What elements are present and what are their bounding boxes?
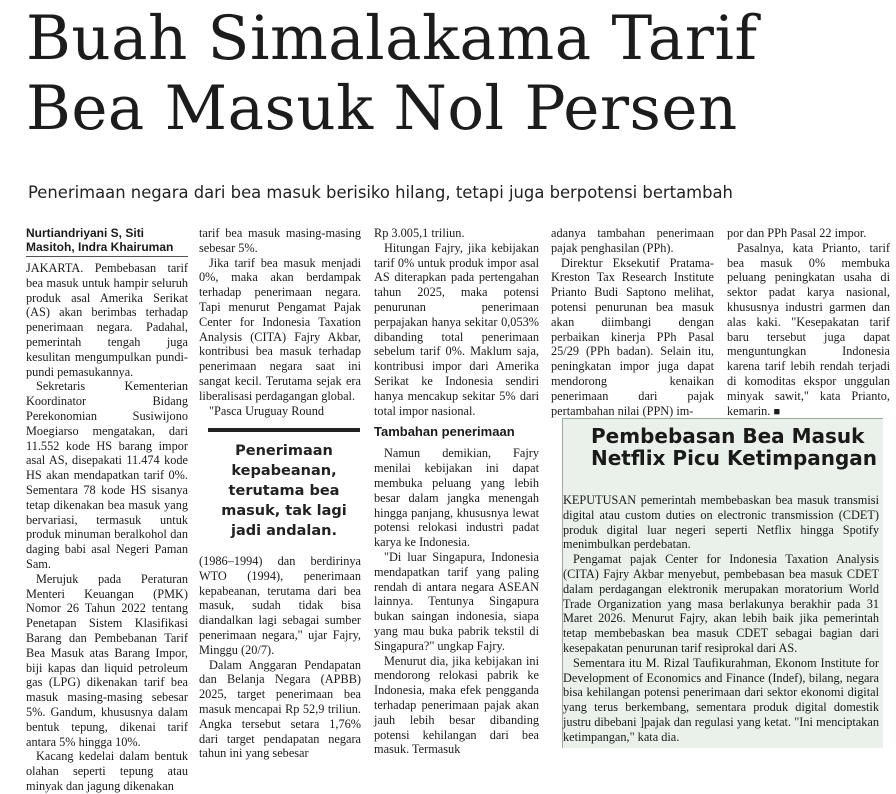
- paragraph: Pengamat pajak Center for Indonesia Taxation Analysis (CITA) Fajry Akbar menyebut, pembebasan bea masuk CDET dalam perdagangan elektronik merupakan moratorium World Trade Organization yang masa berlakunya berakhir pada 31 Maret 2026. Menurut Fajry, akan lebih baik jika pemerintah tetap membebaskan bea masuk CDET sebagai bagian dari kesepakatan penurunan tarif resiprokal dari AS.: [563, 552, 879, 655]
- paragraph: Sekretaris Kementerian Koordinator Bidang Perekonomian Susiwijono Moegiarso mengatakan, dari 11.552 kode HS barang impor asal AS, disepakati 11.474 kode HS akan mendapatkan tarif 0%. Sementara 78 kode HS sisanya tetap dikenakan bea masuk yang bervariasi, termasuk untuk produk minuman beralkohol dan daging babi asal Negeri Paman Sam.: [26, 379, 188, 571]
- sidebar-box-title: [591, 425, 881, 469]
- subheadline: Penerimaan negara dari bea masuk berisiko hilang, tetapi juga berpotensi bertambah: [28, 183, 733, 202]
- sidebar-box: [562, 418, 883, 748]
- paragraph: (1986–1994) dan berdirinya WTO (1994), penerimaan kepabeanan, terutama dari bea masuk, sudah tidak bisa diandalkan lagi sebagai sumber penerimaan negara," ujar Fajry, Minggu (20/7).: [199, 554, 361, 657]
- column-2-bottom: [199, 554, 361, 761]
- paragraph: Direktur Eksekutif Pratama-Kreston Tax Research Institute Prianto Budi Saptono melihat, potensi penurunan bea masuk akan diimbangi dengan perbaikan kinerja PPh Pasal 25/29 (PPh badan). Selain itu, peningkatan impor juga dapat mendorong kenaikan penerimaan dari pajak pertambahan nilai (PPN) im-: [551, 255, 714, 418]
- end-mark-icon: ■: [773, 405, 781, 418]
- byline-line-1: Nurtiandriyani S, Siti: [26, 226, 145, 240]
- sidebar-title-line-1: Pembebasan Bea Masuk: [591, 424, 865, 448]
- paragraph: Rp 3.005,1 triliun.: [374, 226, 465, 240]
- headline-line-1: Buah Simalakama Tarif: [26, 3, 758, 74]
- paragraph: Hitungan Fajry, jika kebijakan tarif 0% untuk produk impor asal AS diterapkan pada pertengahan tahun 2025, maka potensi penurunan penerimaan perpajakan hanya sekitar 0,053% dibanding total penerimaan sebelum tarif 0%. Maklum saja, kontribusi impor dari Amerika Serikat ke Indonesia sendiri hanya mencakup sekitar 5% dari total impor nasional.: [374, 240, 539, 418]
- paragraph-text: Pasalnya, kata Prianto, tarif bea masuk 0% membuka peluang peningkatan usaha di sektor padat karya nasional, khususnya industri garmen dan alas kaki. "Kesepakatan tarif baru tersebut juga dapat menguntungkan Indonesia karena tarif lebih rendah terjadi di komoditas ekspor unggulan minyak sawit," kata Prianto, kemarin.: [727, 240, 890, 418]
- column-3: [374, 226, 539, 757]
- paragraph: KEPUTUSAN pemerintah membebaskan bea masuk transmisi digital atau custom duties on electronic transmission (CDET) produk digital luar negeri seperti Netflix hingga Spotify menimbulkan perdebatan.: [563, 493, 879, 552]
- paragraph: Kacang kedelai dalam bentuk olahan seperti tepung atau minyak dan jagung dikenakan: [26, 749, 188, 793]
- sidebar-title-line-2: Netflix Picu Ketimpangan: [591, 446, 878, 470]
- column-2-top: [199, 226, 361, 416]
- column-4: [551, 226, 714, 418]
- paragraph: Sementara itu M. Rizal Taufikurahman, Ekonom Institute for Development of Economics and Finance (Indef), bilang, negara bisa kehilangan potensi penerimaan dari sektor ekonomi digital yang terus berkembang, sementara produk digital domestik justru dibebani ]pajak dan regulasi yang ketat. "Ini menciptakan ketimpangan," kata dia.: [563, 655, 879, 744]
- section-heading: Tambahan penerimaan: [374, 424, 515, 440]
- paragraph: JAKARTA. Pembebasan tarif bea masuk untuk hampir seluruh produk asal Amerika Serikat (AS) akan berimbas terhadap penerimaan negara. Padahal, pemerintah tengah juga kesulitan mengumpulkan pundi-pundi pemasukannya.: [26, 261, 188, 379]
- paragraph: "Di luar Singapura, Indonesia mendapatkan tarif yang paling rendah di antara negara ASEAN lainnya. Tentunya Singapura bukan saingan indonesia, siapa yang mau buka pabrik tekstil di Singapura?" ungkap Fajry.: [374, 549, 539, 653]
- pull-quote: Penerimaan kepabeanan, terutama bea masuk, tak lagi jadi andalan.: [208, 428, 360, 541]
- paragraph: [727, 241, 890, 420]
- headline-line-2: Bea Masuk Nol Persen: [26, 73, 738, 144]
- column-5: [727, 226, 890, 416]
- paragraph: Dalam Anggaran Pendapatan dan Belanja Negara (APBB) 2025, target penerimaan bea masuk mencapai Rp 52,9 triliun. Angka tersebut setara 1,76% dari target pendapatan negara tahun ini yang sebesar: [199, 657, 361, 761]
- paragraph: Jika tarif bea masuk menjadi 0%, maka akan berdampak terhadap penerimaan negara. Tapi menurut Pengamat Pajak Center for Indonesia Taxation Analysis (CITA) Fajry Akbar, kontribusi bea masuk terhadap penerimaan negara saat ini sangat kecil. Terutama sejak era liberalisasi perdagangan global.: [199, 255, 361, 403]
- paragraph: Menurut dia, jika kebijakan ini mendorong relokasi pabrik ke Indonesia, maka efek pengganda terhadap penerimaan pajak akan jauh lebih besar dibanding potensi kehilangan dari bea masuk. Termasuk: [374, 653, 539, 757]
- headline: [26, 3, 758, 146]
- column-1: [26, 226, 188, 793]
- paragraph: adanya tambahan penerimaan pajak penghasilan (PPh).: [551, 226, 714, 255]
- sidebar-box-body: [563, 493, 879, 745]
- byline: [26, 226, 188, 257]
- paragraph: tarif bea masuk masing-masing sebesar 5%.: [199, 226, 361, 255]
- paragraph: Namun demikian, Fajry menilai kebijakan ini dapat membuka peluang yang lebih besar dalam jangka menengah hingga panjang, khususnya lewat potensi relokasi industri padat karya ke Indonesia.: [374, 446, 539, 550]
- paragraph: por dan PPh Pasal 22 impor.: [727, 226, 867, 240]
- byline-line-2: Masitoh, Indra Khairuman: [26, 240, 174, 254]
- paragraph: Merujuk pada Peraturan Menteri Keuangan (PMK) Nomor 26 Tahun 2022 tentang Penetapan Sistem Klasifikasi Barang dan Pembebanan Tarif Bea Masuk atas Barang Impor, biji kapas dan liquid petroleum gas (LPG) dikenakan tarif bea masuk masing-masing sebesar 5%. Gandum, khususnya dalam bentuk tepung, dikenai tarif antara 5% hingga 10%.: [26, 571, 188, 749]
- paragraph: "Pasca Uruguay Round: [209, 403, 324, 418]
